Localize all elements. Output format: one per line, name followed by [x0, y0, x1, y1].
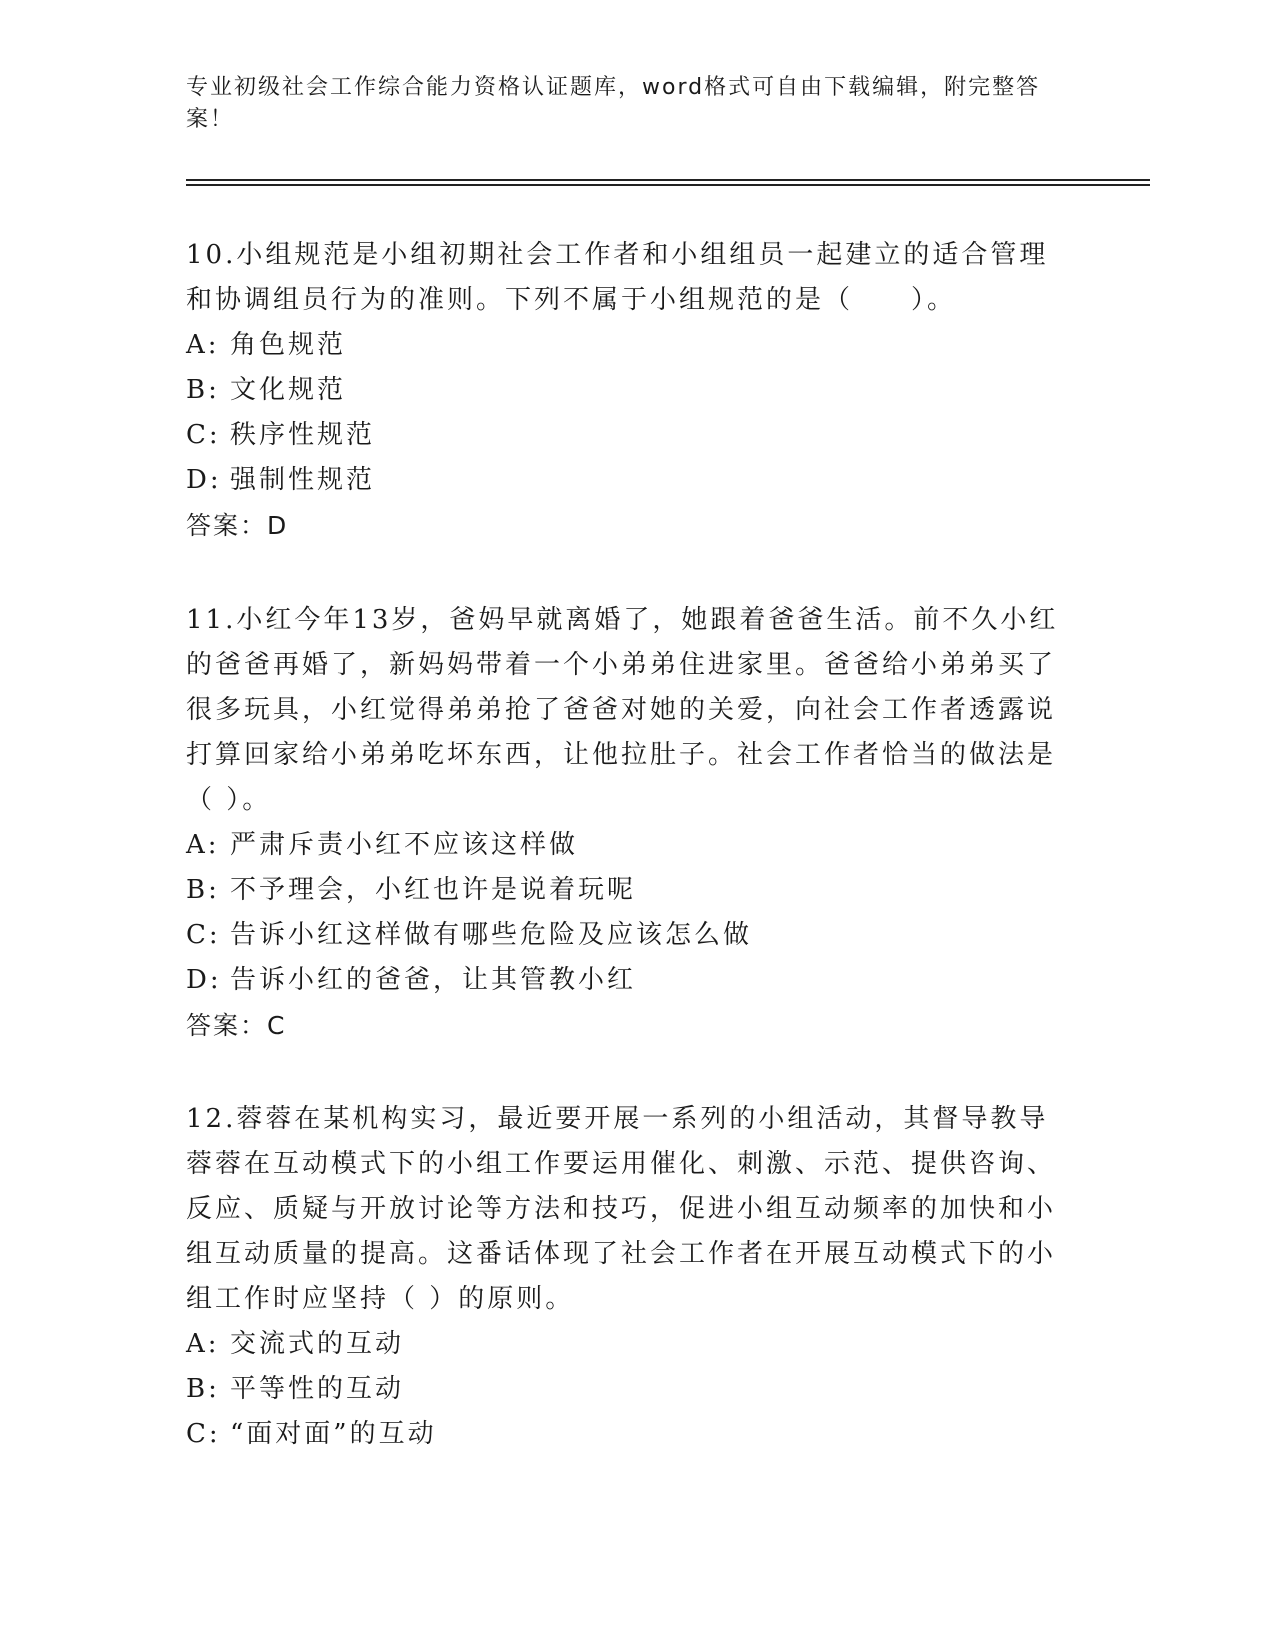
option-c: [186, 913, 1066, 958]
option-text: 告诉小红的爸爸，让其管教小红: [230, 965, 637, 995]
option-key: D:: [186, 465, 222, 495]
option-d: [186, 458, 1066, 503]
question-stem: 12.蓉蓉在某机构实习，最近要开展一系列的小组活动，其督导教导蓉蓉在互动模式下的小组工作要运用催化、刺激、示范、提供咨询、反应、质疑与开放讨论等方法和技巧，促进小组互动频率的加快和小组互动质量的提高。这番话体现了社会工作者在开展互动模式下的小组工作时应坚持（ ）的原则。: [186, 1104, 1057, 1314]
option-a: [186, 823, 1066, 868]
option-key: A:: [186, 1329, 220, 1359]
option-key: B:: [186, 1374, 220, 1404]
option-text: 平等性的互动: [230, 1374, 405, 1404]
option-a: [186, 1322, 1066, 1367]
option-text: 角色规范: [230, 330, 347, 360]
question-10: [186, 233, 1066, 548]
question-stem: 10.小组规范是小组初期社会工作者和小组组员一起建立的适合管理和协调组员行为的准则。下列不属于小组规范的是（ ）。: [186, 240, 1049, 315]
question-stem: 11.小红今年13岁，爸妈早就离婚了，她跟着爸爸生活。前不久小红的爸爸再婚了，新妈妈带着一个小弟弟住进家里。爸爸给小弟弟买了很多玩具，小红觉得弟弟抢了爸爸对她的关爱，向社会工作者透露说打算回家给小弟弟吃坏东西，让他拉肚子。社会工作者恰当的做法是（ ）。: [186, 605, 1059, 815]
option-key: C:: [186, 420, 221, 450]
option-text: 文化规范: [230, 375, 347, 405]
answer-line: 答案：C: [186, 1011, 287, 1040]
option-c: [186, 1412, 1066, 1457]
header-rule-top: [186, 179, 1150, 181]
question-11: [186, 598, 1066, 1048]
option-text: 告诉小红这样做有哪些危险及应该怎么做: [230, 920, 753, 950]
option-text: 不予理会，小红也许是说着玩呢: [230, 875, 637, 905]
option-text: 强制性规范: [230, 465, 376, 495]
option-b: [186, 868, 1066, 913]
option-text: “面对面”的互动: [230, 1419, 437, 1449]
option-text: 严肃斥责小红不应该这样做: [230, 830, 579, 860]
option-text: 交流式的互动: [230, 1329, 405, 1359]
option-c: [186, 413, 1066, 458]
option-d: [186, 958, 1066, 1003]
header-rule-bottom: [186, 184, 1150, 186]
question-12: [186, 1097, 1066, 1457]
option-key: B:: [186, 375, 220, 405]
option-key: C:: [186, 1419, 221, 1449]
option-key: C:: [186, 920, 221, 950]
option-key: A:: [186, 330, 220, 360]
page-header: 专业初级社会工作综合能力资格认证题库，word格式可自由下载编辑，附完整答案！: [186, 75, 1041, 132]
option-key: B:: [186, 875, 220, 905]
option-key: A:: [186, 830, 220, 860]
option-text: 秩序性规范: [230, 420, 376, 450]
answer-line: 答案：D: [186, 511, 289, 540]
option-b: [186, 1367, 1066, 1412]
option-a: [186, 323, 1066, 368]
option-b: [186, 368, 1066, 413]
option-key: D:: [186, 965, 222, 995]
